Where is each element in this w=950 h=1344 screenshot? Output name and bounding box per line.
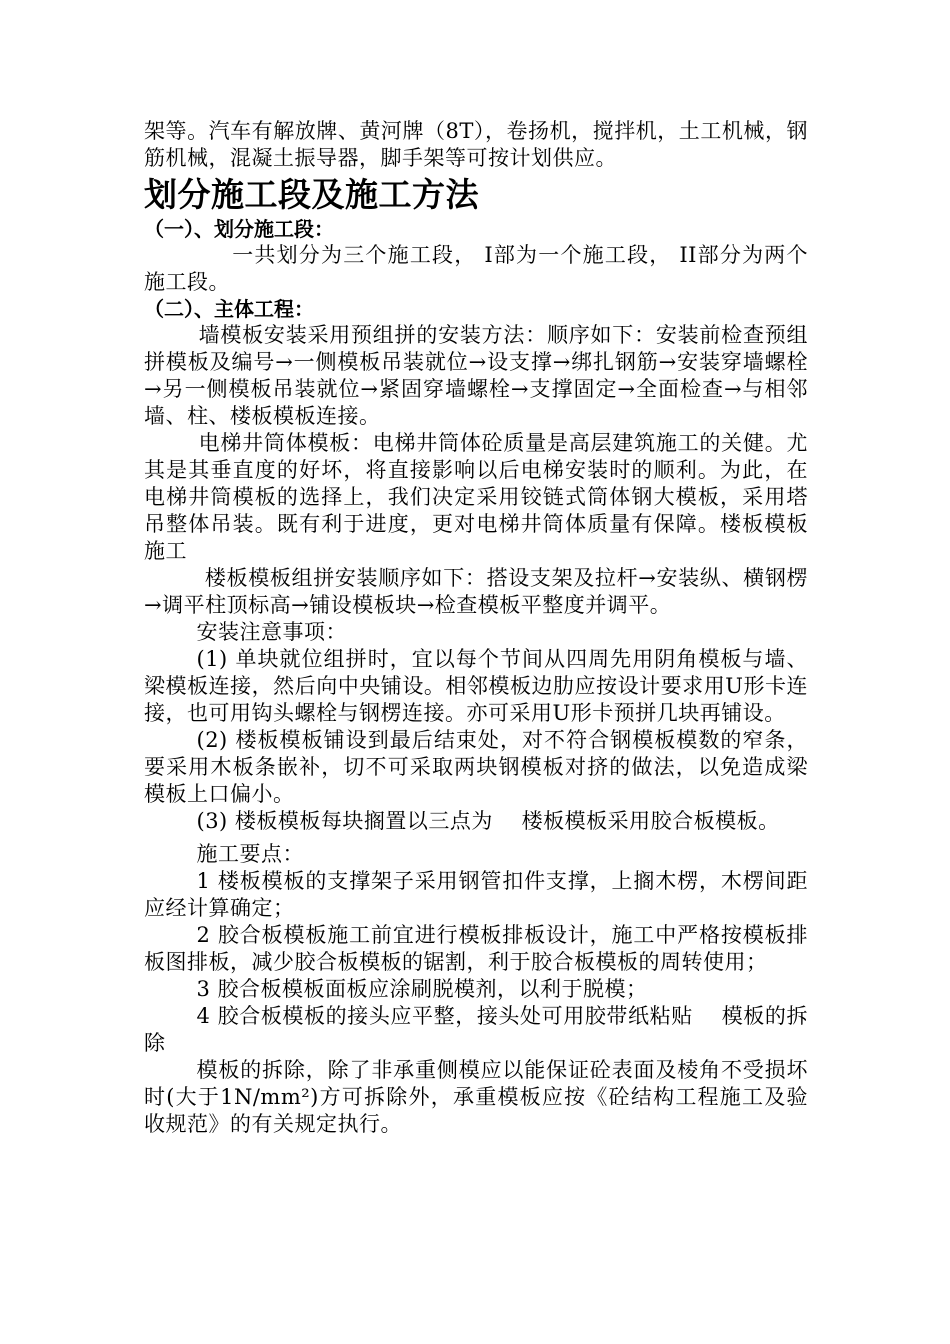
wall-formwork-paragraph: 墙模板安装采用预组拼的安装方法：顺序如下：安装前检查预组拼模板及编号→一侧模板吊装就位→设支撑→绑扎钢筋→安装穿墙螺栓→另一侧模板吊装就位→紧固穿墙螺栓→支撑固定→全面检查→与相邻墙、柱、楼板模板连接。: [144, 323, 808, 428]
document-page: [144, 118, 808, 1138]
install-note-3: (3) 楼板模板每块搁置以三点为 楼板模板采用胶合板模板。: [196, 809, 780, 833]
key-points-heading: 施工要点：: [196, 842, 304, 866]
subsection-heading-2: （二）、主体工程：: [144, 297, 314, 321]
install-notes-heading: 安装注意事项：: [196, 620, 347, 644]
construction-sections-paragraph: 一共划分为三个施工段， I部为一个施工段， II部分为两个施工段。: [144, 243, 808, 294]
elevator-shaft-paragraph: 电梯井筒体模板：电梯井筒体砼质量是高层建筑施工的关健。尤其是其垂直度的好坏，将直接影响以后电梯安装时的顺利。为此，在电梯井筒模板的选择上，我们决定采用铰链式筒体钢大模板，采用塔吊整体吊装。既有利于进度，更对电梯井筒体质量有保障。楼板模板施工: [144, 431, 808, 563]
intro-paragraph: 架等。汽车有解放牌、黄河牌（8T），卷扬机，搅拌机，土工机械，钢筋机械，混凝土振导器，脚手架等可按计划供应。: [144, 119, 808, 170]
key-point-4: 4 胶合板模板的接头应平整，接头处可用胶带纸粘贴 模板的拆除: [144, 1004, 808, 1055]
key-point-2: 2 胶合板模板施工前宜进行模板排板设计，施工中严格按模板排板图排板，减少胶合板模板的锯割，利于胶合板模板的周转使用；: [144, 923, 808, 974]
install-note-1: (1) 单块就位组拼时，宜以每个节间从四周先用阴角模板与墙、梁模板连接，然后向中央铺设。相邻模板边肋应按设计要求用U形卡连接，也可用钩头螺栓与钢楞连接。亦可采用U形卡预拼几块再铺设。: [144, 647, 808, 725]
subsection-heading-1: （一）、划分施工段：: [144, 217, 334, 241]
section-title: 划分施工段及施工方法: [144, 175, 479, 214]
formwork-removal-paragraph: 模板的拆除，除了非承重侧模应以能保证砼表面及棱角不受损坏时(大于1N/mm²)方可拆除外，承重模板应按《砼结构工程施工及验收规范》的有关规定执行。: [144, 1058, 808, 1136]
key-point-3: 3 胶合板模板面板应涂刷脱模剂，以利于脱模；: [196, 977, 648, 1001]
install-note-2: (2) 楼板模板铺设到最后结束处，对不符合钢模板模数的窄条，要采用木板条嵌补，切不可采取两块钢模板对挤的做法，以免造成梁模板上口偏小。: [144, 728, 808, 806]
slab-sequence-paragraph: 楼板模板组拼安装顺序如下：搭设支架及拉杆→安装纵、横钢楞→调平柱顶标高→铺设模板块→检查模板平整度并调平。: [144, 566, 808, 617]
key-point-1: 1 楼板模板的支撑架子采用钢管扣件支撑，上搁木楞，木楞间距应经计算确定；: [144, 869, 808, 920]
